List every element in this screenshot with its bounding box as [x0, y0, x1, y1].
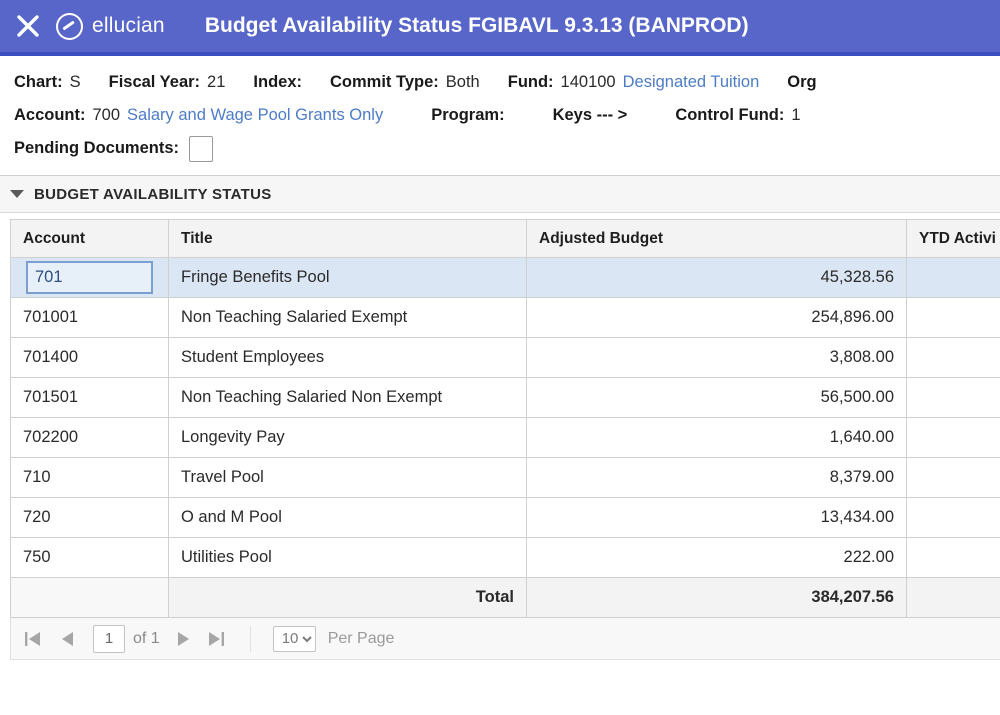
budget-grid-wrapper: [0, 213, 1000, 618]
keys-indicator: Keys --- >: [552, 106, 628, 124]
brand-label: ellucian: [92, 14, 165, 37]
table-total-row: [11, 578, 1000, 618]
page-number-input[interactable]: [93, 625, 125, 653]
first-page-icon[interactable]: [23, 630, 43, 648]
cell-title[interactable]: Utilities Pool: [169, 538, 527, 578]
cell-ytd-activity[interactable]: [907, 258, 1000, 298]
account-input[interactable]: 701: [26, 261, 153, 294]
total-blank-cell: [11, 578, 169, 618]
cell-ytd-activity[interactable]: [907, 298, 1000, 338]
table-row[interactable]: [11, 498, 1000, 538]
cell-account[interactable]: 701001: [11, 298, 169, 338]
cell-account[interactable]: 710: [11, 458, 169, 498]
fund-description: Designated Tuition: [622, 73, 760, 91]
control-fund-value[interactable]: 1: [791, 106, 801, 124]
brand-logo[interactable]: [56, 13, 165, 40]
budget-availability-section-header: [0, 176, 1000, 213]
cell-account[interactable]: [11, 258, 169, 298]
page-title: Budget Availability Status FGIBAVL 9.3.13 (BANPROD): [204, 14, 749, 37]
fund-label: Fund:: [507, 73, 554, 91]
cell-adjusted-budget[interactable]: 45,328.56: [527, 258, 907, 298]
account-label: Account:: [14, 106, 86, 124]
cell-adjusted-budget[interactable]: 254,896.00: [527, 298, 907, 338]
column-header-adjusted-budget[interactable]: Adjusted Budget: [527, 220, 907, 258]
fiscal-year-label: Fiscal Year:: [108, 73, 201, 91]
cell-account[interactable]: 702200: [11, 418, 169, 458]
cell-ytd-activity[interactable]: [907, 378, 1000, 418]
table-row[interactable]: [11, 418, 1000, 458]
pager-divider: [250, 626, 251, 652]
per-page-label: Per Page: [327, 629, 395, 647]
next-page-icon[interactable]: [174, 630, 192, 648]
account-value[interactable]: 700: [92, 106, 121, 124]
column-header-account[interactable]: Account: [11, 220, 169, 258]
key-row-3: [0, 132, 1000, 165]
table-row[interactable]: [11, 258, 1000, 298]
chart-value[interactable]: S: [69, 73, 81, 91]
commit-type-value[interactable]: Both: [445, 73, 480, 91]
ellucian-mark-icon: [56, 13, 83, 40]
per-page-select[interactable]: [273, 626, 316, 652]
cell-adjusted-budget[interactable]: 222.00: [527, 538, 907, 578]
account-description: Salary and Wage Pool Grants Only: [127, 106, 384, 124]
previous-page-icon[interactable]: [59, 630, 77, 648]
cell-ytd-activity[interactable]: [907, 498, 1000, 538]
cell-title[interactable]: Non Teaching Salaried Exempt: [169, 298, 527, 338]
cell-ytd-activity[interactable]: [907, 458, 1000, 498]
cell-adjusted-budget[interactable]: 1,640.00: [527, 418, 907, 458]
chart-label: Chart:: [14, 73, 63, 91]
total-ytd-activity: [907, 578, 1000, 618]
table-row[interactable]: [11, 338, 1000, 378]
key-row-2: [0, 99, 1000, 132]
column-header-ytd-activity[interactable]: YTD Activi: [907, 220, 1000, 258]
table-row[interactable]: [11, 458, 1000, 498]
commit-type-label: Commit Type:: [330, 73, 439, 91]
cell-title[interactable]: Longevity Pay: [169, 418, 527, 458]
fiscal-year-value[interactable]: 21: [207, 73, 226, 91]
cell-account[interactable]: 701501: [11, 378, 169, 418]
program-label: Program:: [431, 106, 505, 124]
key-row-1: [0, 66, 1000, 99]
column-header-title[interactable]: Title: [169, 220, 527, 258]
control-fund-label: Control Fund:: [675, 106, 785, 124]
cell-adjusted-budget[interactable]: 56,500.00: [527, 378, 907, 418]
pending-documents-checkbox[interactable]: [189, 136, 213, 162]
cell-title[interactable]: O and M Pool: [169, 498, 527, 538]
cell-title[interactable]: Travel Pool: [169, 458, 527, 498]
fund-value[interactable]: 140100: [560, 73, 616, 91]
index-label: Index:: [253, 73, 302, 91]
cell-title[interactable]: Student Employees: [169, 338, 527, 378]
total-adjusted-budget: 384,207.56: [527, 578, 907, 618]
last-page-icon[interactable]: [208, 630, 228, 648]
cell-ytd-activity[interactable]: [907, 418, 1000, 458]
total-label: Total: [169, 578, 527, 618]
key-block: [0, 56, 1000, 165]
page-count-label: of 1: [133, 629, 160, 647]
pending-documents-label: Pending Documents:: [14, 139, 180, 157]
cell-adjusted-budget[interactable]: 8,379.00: [527, 458, 907, 498]
title-bar: [0, 0, 1000, 52]
cell-account[interactable]: 720: [11, 498, 169, 538]
cell-title[interactable]: Fringe Benefits Pool: [169, 258, 527, 298]
table-row[interactable]: [11, 298, 1000, 338]
table-row[interactable]: [11, 538, 1000, 578]
cell-account[interactable]: 750: [11, 538, 169, 578]
section-title: BUDGET AVAILABILITY STATUS: [34, 185, 272, 203]
cell-ytd-activity[interactable]: [907, 538, 1000, 578]
pagination-bar: [10, 618, 1000, 660]
budget-grid: [10, 219, 1000, 618]
cell-account[interactable]: 701400: [11, 338, 169, 378]
table-row[interactable]: [11, 378, 1000, 418]
cell-title[interactable]: Non Teaching Salaried Non Exempt: [169, 378, 527, 418]
cell-adjusted-budget[interactable]: 3,808.00: [527, 338, 907, 378]
table-header-row: [11, 220, 1000, 258]
cell-ytd-activity[interactable]: [907, 338, 1000, 378]
chevron-down-icon[interactable]: [10, 190, 24, 198]
close-icon[interactable]: [0, 13, 56, 39]
org-label: Org: [787, 73, 817, 91]
cell-adjusted-budget[interactable]: 13,434.00: [527, 498, 907, 538]
